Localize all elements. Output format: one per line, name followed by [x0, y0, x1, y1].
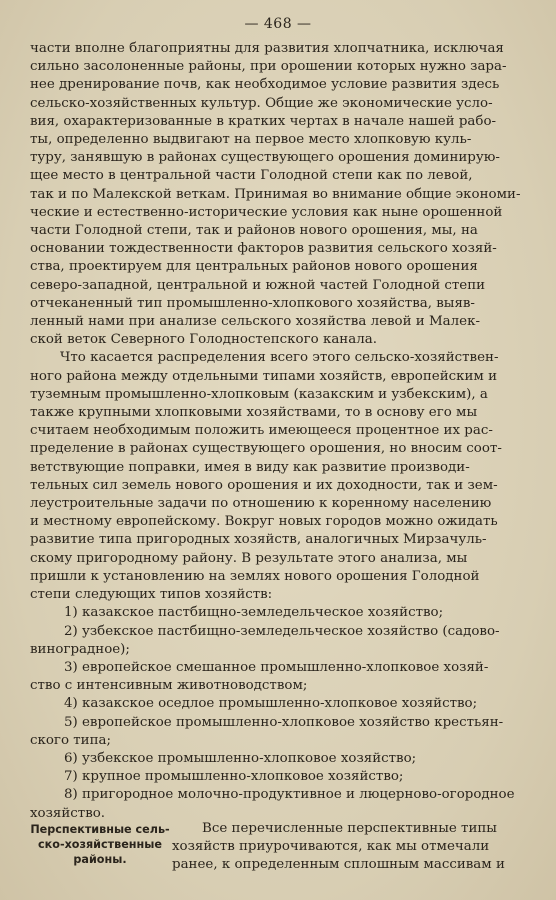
- text-line: основании тождественности факторов развития сельского хозяй-: [30, 241, 497, 257]
- text-line: ленный нами при анализе сельского хозяйства левой и Малек-: [30, 314, 480, 330]
- text-line: скому пригородному району. В результате этого анализа, мы: [30, 550, 468, 566]
- list-item: 3) европейское смешанное промышленно-хлопковое хозяй-: [64, 659, 489, 675]
- text-line: так и по Малекской веткам. Принимая во внимание общие экономи-: [30, 186, 521, 202]
- text-line: щее место в центральной части Голодной степи как по левой,: [30, 168, 473, 184]
- list-item: 5) европейское промышленно-хлопковое хозяйство крестьян-: [64, 714, 504, 730]
- main-text: [30, 40, 528, 823]
- text-line: хозяйств приурочиваются, как мы отмечали: [172, 839, 490, 855]
- text-line: тельных сил земель нового орошения и их доходности, так и зем-: [30, 477, 498, 493]
- list-item: 1) казакское пастбищно-земледельческое хозяйство;: [64, 605, 444, 621]
- margin-heading: [30, 822, 170, 867]
- text-line: отчеканенный тип промышленно-хлопкового хозяйства, выяв-: [30, 295, 475, 311]
- text-line: пришли к установлению на землях нового орошения Голодной: [30, 568, 480, 584]
- list-item: 8) пригородное молочно-продуктивное и люцерново-огородное: [64, 787, 515, 803]
- text-line: сельско-хозяйственных культур. Общие же экономические усло-: [30, 95, 493, 111]
- margin-heading-line: Перспективные сель-: [30, 823, 170, 836]
- text-line: ской веток Северного Голодностепского канала.: [30, 332, 377, 348]
- section-text: [172, 820, 528, 875]
- list-item-continuation: ство с интенсивным животноводством;: [30, 678, 308, 694]
- list-item: 4) казакское оседлое промышленно-хлопковое хозяйство;: [64, 696, 478, 712]
- text-line: туземным промышленно-хлопковым (казакским и узбекским), а: [30, 386, 488, 402]
- list-item: 7) крупное промышленно-хлопковое хозяйство;: [64, 769, 404, 785]
- text-line: леустроительные задачи по отношению к коренному населению: [30, 496, 492, 512]
- text-line: вия, охарактеризованные в кратких чертах в начале нашей рабо-: [30, 113, 497, 129]
- page-number: — 468 —: [244, 16, 312, 32]
- text-line: степи следующих типов хозяйств:: [30, 587, 273, 603]
- text-line: части Голодной степи, так и районов нового орошения, мы, на: [30, 223, 478, 239]
- list-item: 6) узбекское промышленно-хлопковое хозяйство;: [64, 750, 417, 766]
- text-line: ческие и естественно-исторические условия как ныне орошенной: [30, 204, 503, 220]
- text-line: сильно засолоненные районы, при орошении которых нужно зара-: [30, 59, 507, 75]
- text-line: ранее, к определенным сплошным массивам и: [172, 857, 505, 873]
- text-line: развитие типа пригородных хозяйств, аналогичных Мирзачуль-: [30, 532, 487, 548]
- list-item-continuation: виноградное);: [30, 641, 130, 657]
- text-line: считаем необходимым положить имеющееся процентное их рас-: [30, 423, 493, 439]
- list-item: 2) узбекское пастбищно-земледельческое хозяйство (садово-: [64, 623, 500, 639]
- text-line: пределение в районах существующего орошения, но вносим соот-: [30, 441, 502, 457]
- text-line: ветствующие поправки, имея в виду как развитие производи-: [30, 459, 470, 475]
- text-line: также крупными хлопковыми хозяйствами, то в основу его мы: [30, 405, 478, 421]
- text-line: ного района между отдельными типами хозяйств, европейским и: [30, 368, 498, 384]
- margin-heading-line: ско-хозяйственные: [38, 838, 162, 851]
- text-line: части вполне благоприятны для развития хлопчатника, исключая: [30, 41, 504, 56]
- text-line: туру, занявшую в районах существующего орошения доминирую-: [30, 150, 500, 166]
- margin-heading-line: районы.: [73, 853, 127, 866]
- paragraph-start-line: Что касается распределения всего этого сельско-хозяйствен-: [60, 350, 499, 366]
- text-line: ты, определенно выдвигают на первое место хлопковую куль-: [30, 132, 472, 148]
- list-item-continuation: хозяйство.: [30, 805, 106, 821]
- paragraph-start-line: Все перечисленные перспективные типы: [202, 821, 497, 836]
- text-line: нее дренирование почв, как необходимое условие развития здесь: [30, 77, 500, 93]
- list-item-continuation: ского типа;: [30, 732, 112, 748]
- text-line: ства, проектируем для центральных районов нового орошения: [30, 259, 478, 275]
- text-line: и местному европейскому. Вокруг новых городов можно ожидать: [30, 514, 498, 530]
- text-line: северо-западной, центральной и южной частей Голодной степи: [30, 277, 486, 293]
